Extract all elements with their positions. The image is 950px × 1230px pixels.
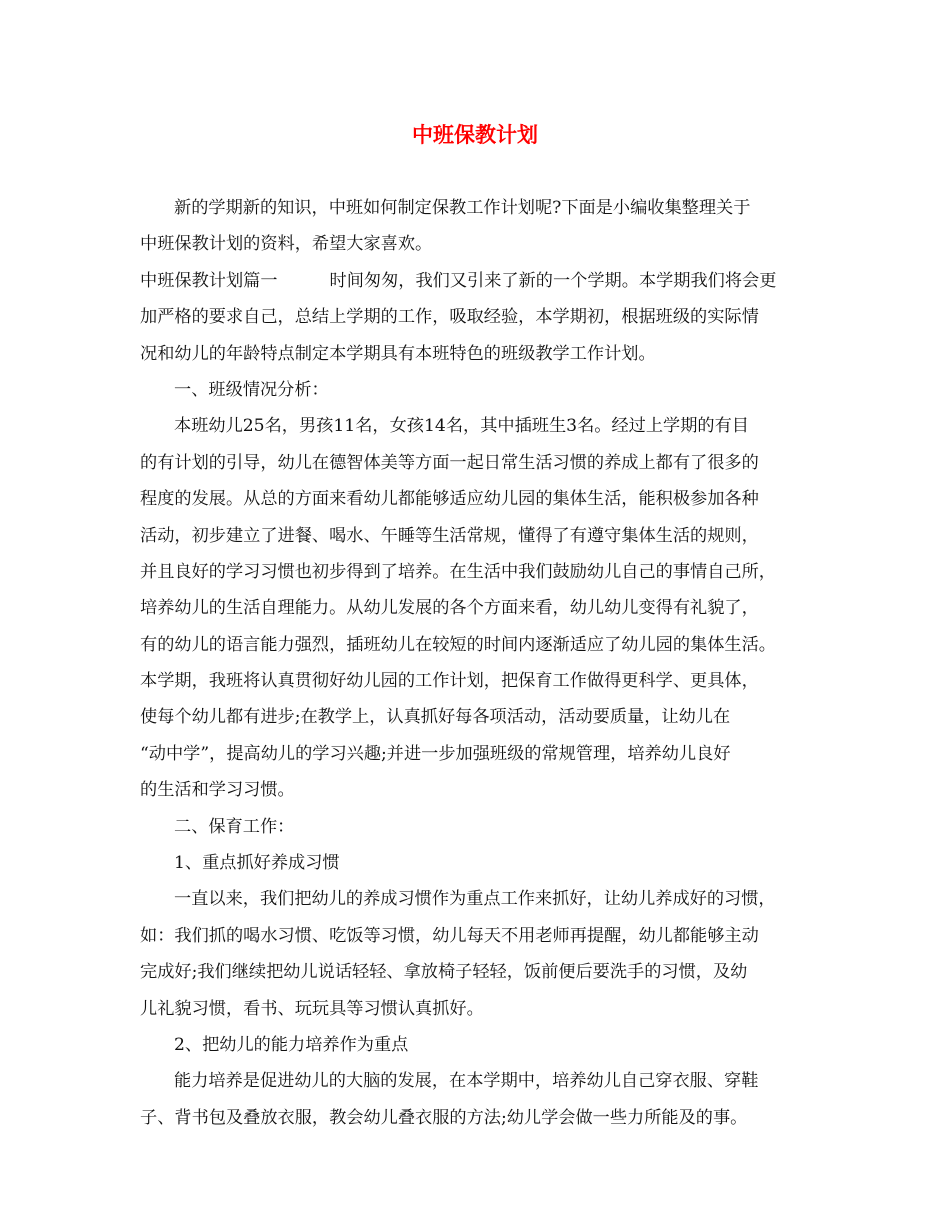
paragraph-line: 本班幼儿25名，男孩11名，女孩14名，其中插班生3名。经过上学期的有目 [174, 416, 749, 437]
paragraph-line: 有的幼儿的语言能力强烈，插班幼儿在较短的时间内逐渐适应了幼儿园的集体生活。 [140, 634, 776, 655]
paragraph-line: 程度的发展。从总的方面来看幼儿都能够适应幼儿园的集体生活，能积极参加各种 [140, 489, 759, 510]
section-heading: 中班保教计划篇一 [140, 270, 278, 291]
paragraph-line: 况和幼儿的年龄特点制定本学期具有本班特色的班级教学工作计划。 [140, 343, 656, 364]
paragraph-line: 如：我们抓的喝水习惯、吃饭等习惯，幼儿每天不用老师再提醒，幼儿都能够主动 [140, 925, 759, 946]
paragraph-line: 培养幼儿的生活自理能力。从幼儿发展的各个方面来看，幼儿幼儿变得有礼貌了， [140, 598, 759, 619]
paragraph-line: 活动，初步建立了进餐、喝水、午睡等生活常规，懂得了有遵守集体生活的规则， [140, 525, 759, 546]
document-body [140, 190, 828, 1136]
paragraph-line: 中班保教计划的资料，希望大家喜欢。 [140, 234, 433, 255]
paragraph-line: 子、背书包及叠放衣服，教会幼儿叠衣服的方法;幼儿学会做一些力所能及的事。 [140, 1107, 748, 1128]
section-heading: 一、班级情况分析： [174, 379, 329, 400]
paragraph-line: 的有计划的引导，幼儿在德智体美等方面一起日常生活习惯的养成上都有了很多的 [140, 452, 759, 473]
paragraph-line: 本学期，我班将认真贯彻好幼儿园的工作计划，把保育工作做得更科学、更具体， [140, 671, 759, 692]
subsection-heading: 1、重点抓好养成习惯 [174, 853, 340, 874]
paragraph-text: 时间匆匆，我们又引来了新的一个学期。本学期我们将会更 [329, 270, 777, 291]
paragraph-line: 的生活和学习习惯。 [140, 780, 295, 801]
subsection-heading: 2、把幼儿的能力培养作为重点 [174, 1034, 409, 1055]
paragraph-line: 加严格的要求自己，总结上学期的工作，吸取经验，本学期初，根据班级的实际情 [140, 307, 759, 328]
paragraph-line: “动中学”，提高幼儿的学习兴趣;并进一步加强班级的常规管理，培养幼儿良好 [140, 743, 731, 764]
paragraph-line: 新的学期新的知识，中班如何制定保教工作计划呢?下面是小编收集整理关于 [174, 198, 751, 218]
paragraph-line: 完成好;我们继续把幼儿说话轻轻、拿放椅子轻轻，饭前便后要洗手的习惯，及幼 [140, 962, 748, 983]
paragraph-line: 一直以来，我们把幼儿的养成习惯作为重点工作来抓好，让幼儿养成好的习惯， [174, 889, 776, 910]
document-title: 中班保教计划 [412, 122, 538, 147]
paragraph-line: 使每个幼儿都有进步;在教学上，认真抓好每各项活动，活动要质量，让幼儿在 [140, 707, 731, 728]
paragraph-line [140, 263, 828, 299]
paragraph-line: 儿礼貌习惯，看书、玩玩具等习惯认真抓好。 [140, 998, 484, 1019]
section-heading: 二、保育工作： [174, 816, 295, 837]
paragraph-line: 能力培养是促进幼儿的大脑的发展，在本学期中，培养幼儿自己穿衣服、穿鞋 [174, 1071, 759, 1092]
paragraph-line: 并且良好的学习习惯也初步得到了培养。在生活中我们鼓励幼儿自己的事情自己所， [140, 561, 776, 582]
